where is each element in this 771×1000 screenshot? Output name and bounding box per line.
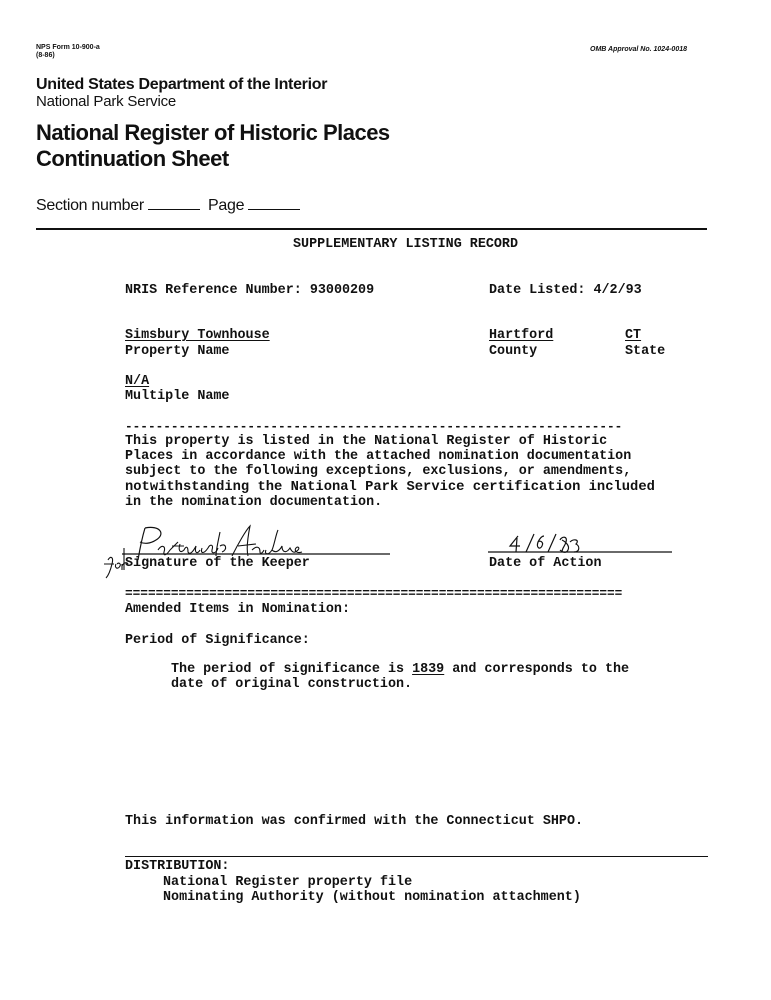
document-title: National Register of Historic Places [36, 120, 390, 145]
county-value: Hartford [489, 328, 554, 343]
period-heading: Period of Significance: [125, 633, 310, 648]
date-listed-label: Date Listed: [489, 283, 586, 298]
form-number [36, 44, 100, 60]
distribution-rule [125, 856, 708, 857]
dashed-separator: ----------------------------------------------------------------- [125, 419, 623, 434]
document-subtitle: Continuation Sheet [36, 146, 229, 171]
date-listed-value: 4/2/93 [593, 283, 642, 298]
confirmation-text: This information was confirmed with the Connecticut SHPO. [125, 814, 584, 829]
distribution-item: National Register property file [163, 875, 413, 890]
distribution-item: Nominating Authority (without nomination attachment) [163, 890, 581, 905]
record-heading: SUPPLEMENTARY LISTING RECORD [293, 237, 518, 252]
section-number-label: Section number [36, 197, 144, 214]
statement-line: This property is listed in the National Register of Historic [125, 434, 608, 449]
state-value: CT [625, 328, 642, 343]
period-year: 1839 [412, 662, 445, 677]
statement-line: notwithstanding the National Park Service certification included [125, 480, 655, 495]
double-separator: ================================================================= [125, 586, 623, 601]
county-label: County [489, 344, 538, 359]
date-of-action-label: Date of Action [489, 556, 602, 571]
section-number-blank [148, 209, 200, 210]
form-number-text: NPS Form 10-900-a [36, 44, 100, 51]
header-rule [36, 228, 707, 230]
amended-items-label: Amended Items in Nomination: [125, 602, 350, 617]
period-text-line1 [171, 662, 629, 677]
nris-label: NRIS Reference Number: [125, 283, 302, 298]
state-label: State [625, 344, 666, 359]
statement-line: in the nomination documentation. [125, 495, 383, 510]
form-revision: (8-86) [36, 52, 55, 59]
keeper-signature [100, 520, 400, 580]
page-label: Page [208, 197, 245, 214]
signature-label: Signature of the Keeper [125, 556, 310, 571]
property-name-label: Property Name [125, 344, 230, 359]
nris-value: 93000209 [309, 283, 375, 298]
statement-line: Places in accordance with the attached nomination documentation [125, 449, 632, 464]
multiple-name-value: N/A [125, 374, 150, 389]
department-name: United States Department of the Interior [36, 76, 328, 93]
section-page-line [36, 197, 304, 215]
agency-name: National Park Service [36, 93, 177, 110]
property-name-value: Simsbury Townhouse [125, 328, 270, 343]
multiple-name-label: Multiple Name [125, 389, 230, 404]
date-of-action-handwritten [488, 532, 678, 556]
period-text-post: and corresponds to the [444, 662, 630, 677]
nris-reference [125, 283, 374, 298]
distribution-label: DISTRIBUTION: [125, 859, 230, 874]
statement-line: subject to the following exceptions, exclusions, or amendments, [125, 464, 632, 479]
omb-approval: OMB Approval No. 1024-0018 [590, 46, 687, 53]
period-text-line2: date of original construction. [171, 677, 413, 692]
date-listed [489, 283, 642, 298]
page-number-blank [248, 209, 300, 210]
period-text-pre: The period of significance is [171, 662, 413, 677]
